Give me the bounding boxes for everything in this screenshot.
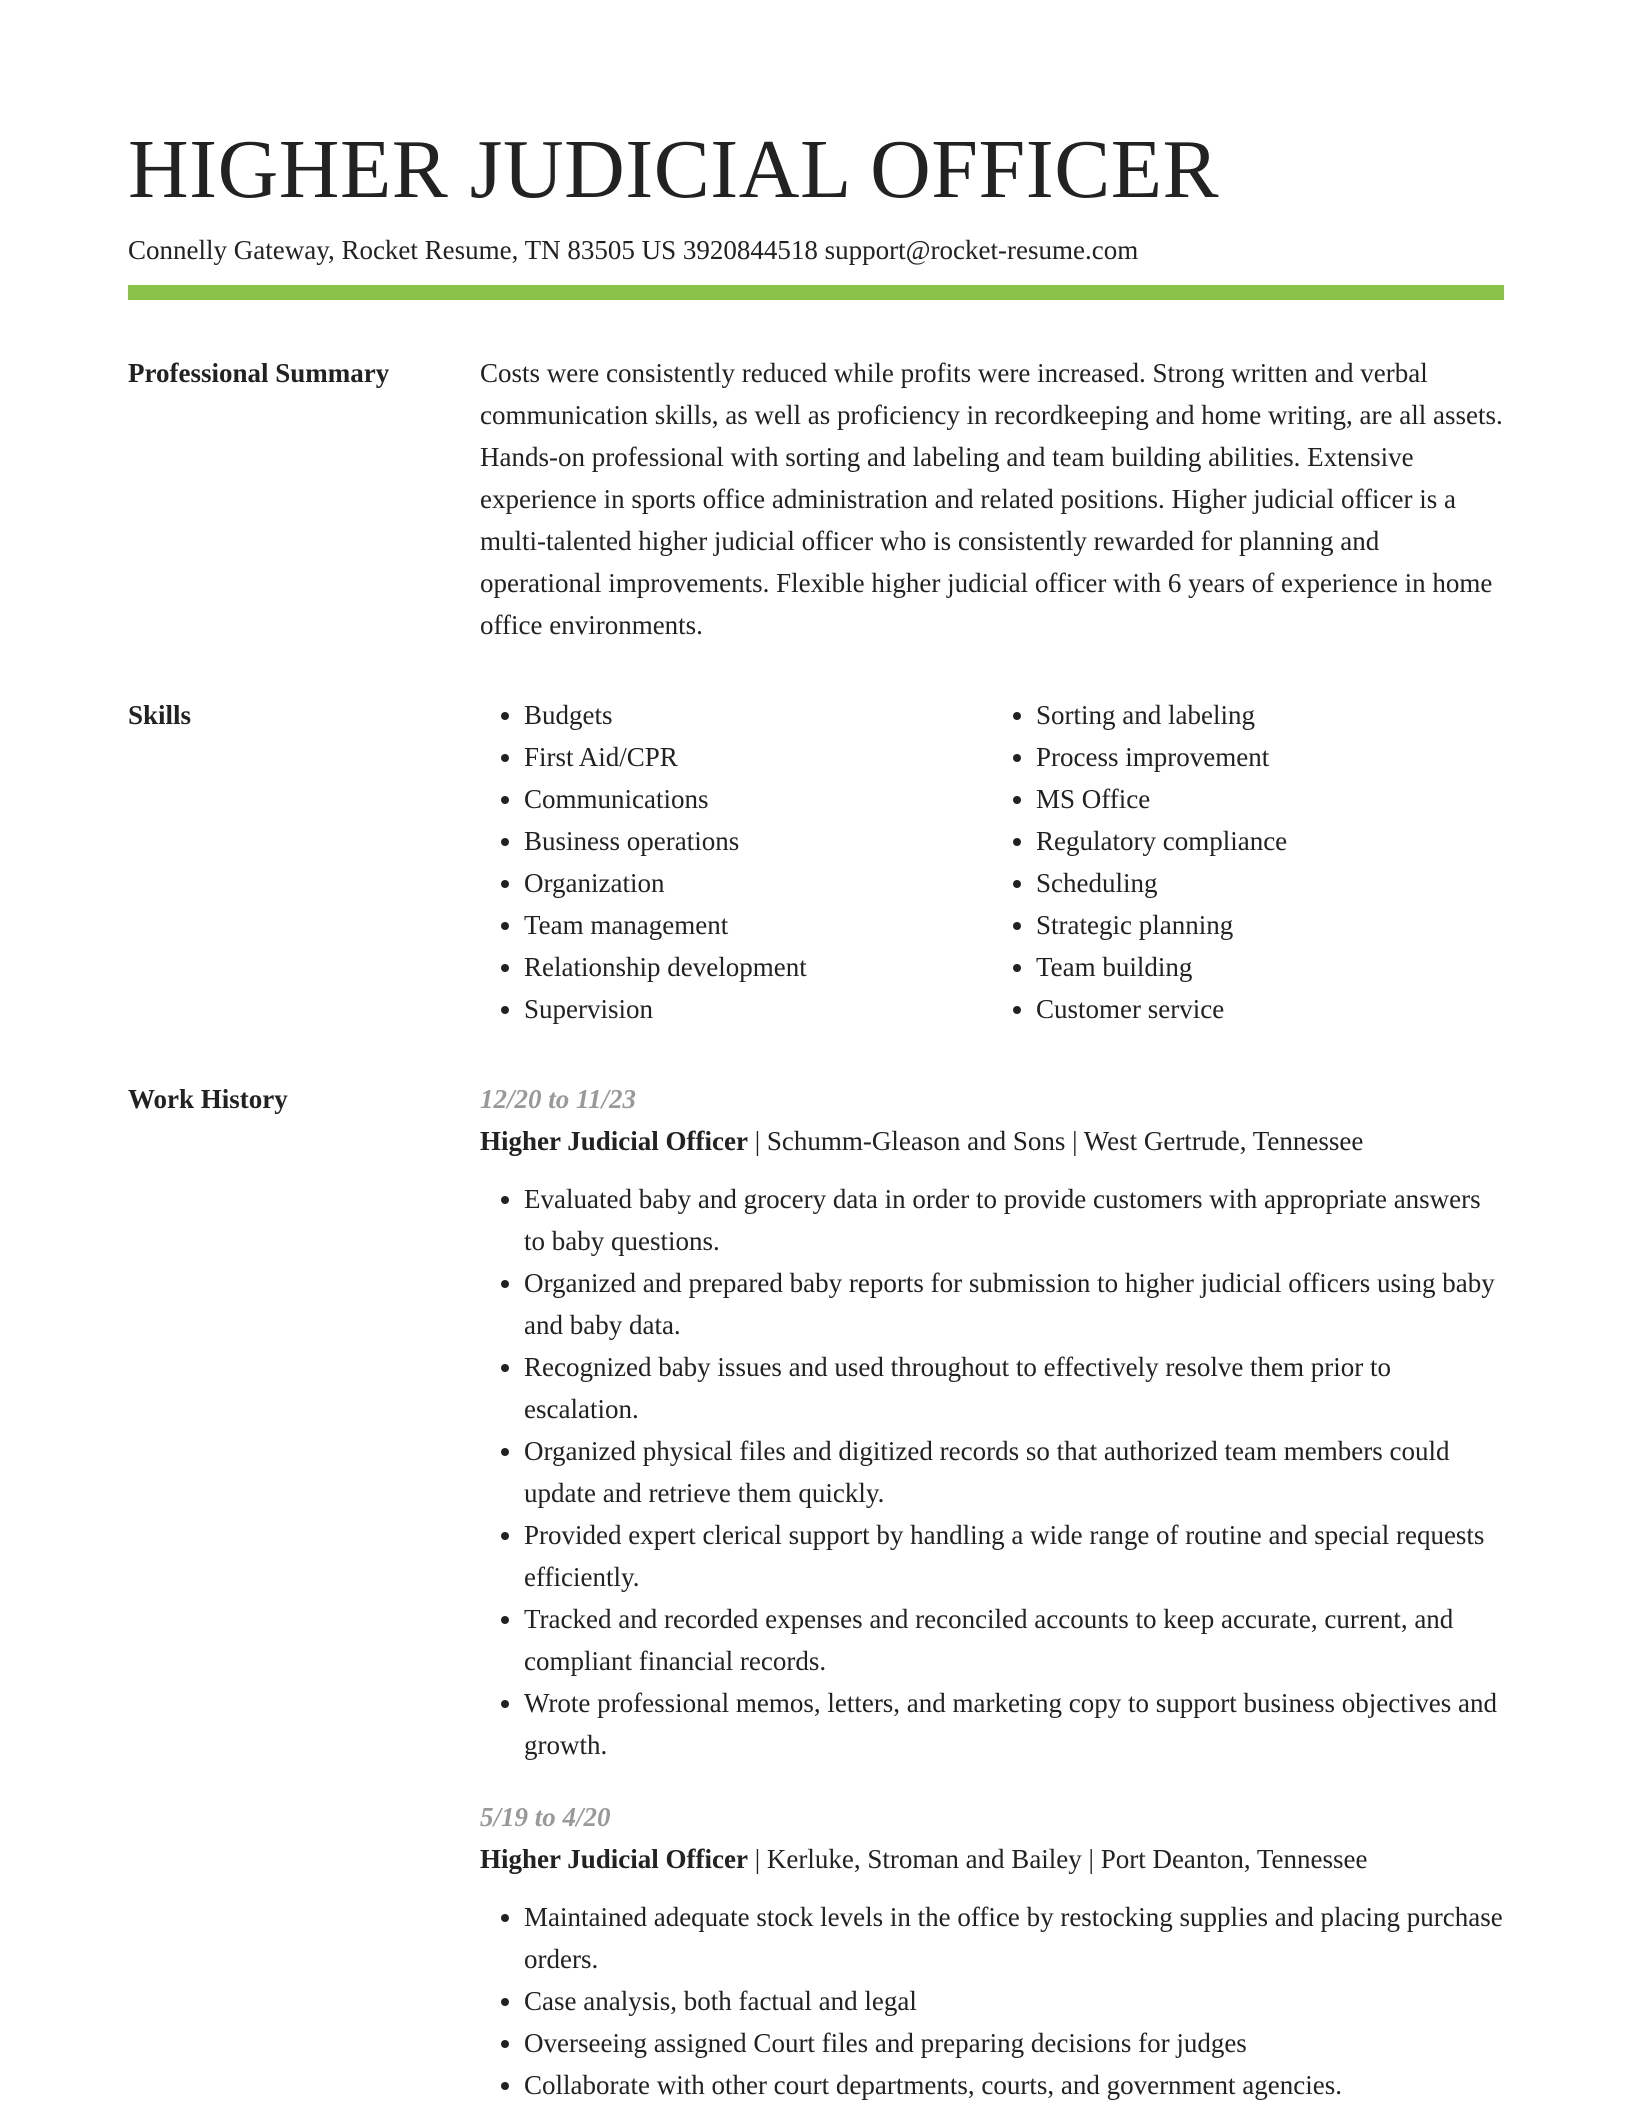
skill-item: • Team management (524, 904, 992, 946)
skill-item: • Organization (524, 862, 992, 904)
skill-item: • Team building (1036, 946, 1504, 988)
job-details: | Kerluke, Stroman and Bailey | Port Deanton, Tennessee (747, 1844, 1368, 1874)
job-bullet: • Recognized baby issues and used throughout to effectively resolve them prior to escalation. (524, 1346, 1504, 1430)
resume-name: HIGHER JUDICIAL OFFICER (128, 123, 1220, 216)
summary-section (128, 352, 1504, 646)
job-bullet: • Wrote professional memos, letters, and marketing copy to support business objectives and growth. (524, 1682, 1504, 1766)
skill-item: • MS Office (1036, 778, 1504, 820)
skills-list-left (480, 694, 992, 1030)
section-label-work-history: Work History (128, 1084, 288, 1114)
header-divider (128, 285, 1504, 300)
skills-list-right (992, 694, 1504, 1030)
skill-item: • First Aid/CPR (524, 736, 992, 778)
job-bullet: • Maintained adequate stock levels in the office by restocking supplies and placing purchase orders. (524, 1896, 1504, 1980)
work-history-section (128, 1078, 1504, 2106)
skill-item: • Relationship development (524, 946, 992, 988)
skills-section (128, 694, 1504, 1030)
skill-item: • Regulatory compliance (1036, 820, 1504, 862)
summary-text: Costs were consistently reduced while profits were increased. Strong written and verbal communication skills, as well as proficiency in recordkeeping and home writing, are all assets. Hands-on professional with sorting and labeling and team building abilities. Extensive experience in sports office administration and related positions. Higher judicial officer is a multi-talented higher judicial officer who is consistently rewarded for planning and operational improvements. Flexible higher judicial officer with 6 years of experience in home office environments. (480, 358, 1503, 640)
job-bullet: • Provided expert clerical support by handling a wide range of routine and special requests efficiently. (524, 1514, 1504, 1598)
skill-item: • Communications (524, 778, 992, 820)
job-heading (480, 1838, 1504, 1880)
job-bullet: • Organized physical files and digitized records so that authorized team members could update and retrieve them quickly. (524, 1430, 1504, 1514)
job-bullet: • Overseeing assigned Court files and preparing decisions for judges (524, 2022, 1504, 2064)
skill-item: • Strategic planning (1036, 904, 1504, 946)
skill-item: • Budgets (524, 694, 992, 736)
resume-page (128, 118, 1504, 2106)
skill-item: • Supervision (524, 988, 992, 1030)
skill-item: • Scheduling (1036, 862, 1504, 904)
job-heading (480, 1120, 1504, 1162)
section-label-skills: Skills (128, 700, 192, 730)
job-bullets (480, 1178, 1504, 1766)
job-entry (480, 1796, 1504, 2106)
job-entry (480, 1078, 1504, 1766)
job-title: Higher Judicial Officer (480, 1844, 748, 1874)
job-bullet: • Tracked and recorded expenses and reconciled accounts to keep accurate, current, and compliant financial records. (524, 1598, 1504, 1682)
job-details: | Schumm-Gleason and Sons | West Gertrude, Tennessee (747, 1126, 1364, 1156)
skill-item: • Business operations (524, 820, 992, 862)
contact-line: Connelly Gateway, Rocket Resume, TN 83505 US 3920844518 support@rocket-resume.com (128, 235, 1139, 265)
job-date: 5/19 to 4/20 (480, 1802, 611, 1832)
job-bullets (480, 1896, 1504, 2106)
skill-item: • Sorting and labeling (1036, 694, 1504, 736)
job-bullet: • Organized and prepared baby reports for submission to higher judicial officers using baby and baby data. (524, 1262, 1504, 1346)
job-bullet: • Evaluated baby and grocery data in order to provide customers with appropriate answers to baby questions. (524, 1178, 1504, 1262)
section-label-summary: Professional Summary (128, 358, 390, 388)
job-date: 12/20 to 11/23 (480, 1084, 637, 1114)
job-bullet: • Collaborate with other court departments, courts, and government agencies. (524, 2064, 1504, 2106)
skill-item: • Process improvement (1036, 736, 1504, 778)
job-bullet: • Case analysis, both factual and legal (524, 1980, 1504, 2022)
job-title: Higher Judicial Officer (480, 1126, 748, 1156)
skill-item: • Customer service (1036, 988, 1504, 1030)
